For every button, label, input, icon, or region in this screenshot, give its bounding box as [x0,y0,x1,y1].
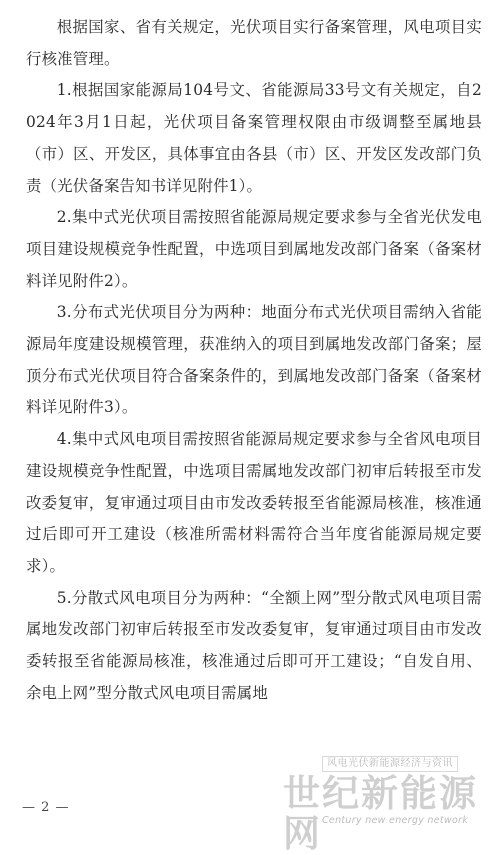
watermark-logo: 世纪新能源网 [283,772,478,855]
paragraph-item-1: 1.根据国家能源局104号文、省能源局33号文有关规定，自2024年3月1日起，光伏项目备案管理权限由市级调整至属地县（市）区、开发区，具体事宜由各县（市）区、开发区发改部门负责（光伏备案告知书详见附件1）。 [26,81,482,195]
paragraph-item-4: 4.集中式风电项目需按照省能源局规定要求参与全省风电项目建设规模竞争性配置，中选项目需属地发改部门初审后转报至市发改委复审，复审通过项目由市发改委转报至省能源局核准，核准通过后即可开工建设（核准所需材料需符合当年度省能源局规定要求）。 [26,430,482,575]
page-number: — 2 — [22,800,70,815]
paragraph-item-2: 2.集中式光伏项目需按照省能源局规定要求参与全省光伏发电项目建设规模竞争性配置，中选项目到属地发改部门备案（备案材料详见附件2）。 [26,208,482,290]
paragraph-intro: 根据国家、省有关规定，光伏项目实行备案管理，风电项目实行核准管理。 [26,18,482,68]
paragraph-item-5: 5.分散式风电项目分为两种：“全额上网”型分散式风电项目需属地发改部门初审后转报至市发改委复审，复审通过项目由市发改委转报至省能源局核准，核准通过后即可开工建设；“自发自用、余电上网”型分散式风电项目需属地 [26,588,482,702]
paragraph-item-3: 3.分布式光伏项目分为两种：地面分布式光伏项目需纳入省能源局年度建设规模管理，获准纳入的项目到属地发改部门备案；屋顶分布式光伏项目符合备案条件的，到属地发改部门备案（备案材料详见附件3）。 [26,303,482,417]
document-body [26,12,482,709]
watermark-subtitle: Century new energy network [322,815,469,826]
watermark-banner: 风电光伏新能源经济与资讯 [322,756,458,772]
